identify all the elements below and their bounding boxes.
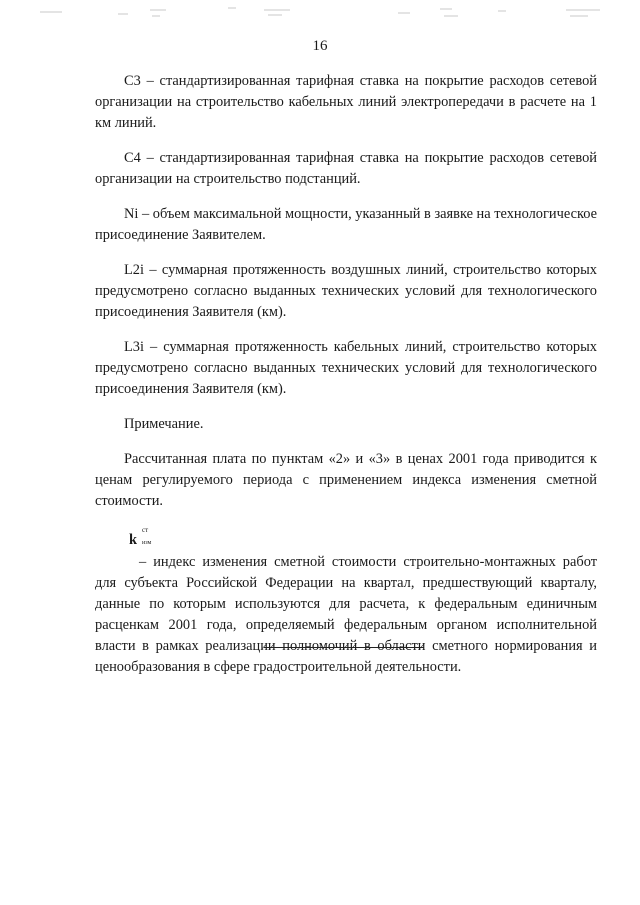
- index-subscript: изм: [142, 540, 152, 546]
- definition-c3: С3 – стандартизированная тарифная ставка на покрытие расходов сетевой организации на строительство кабельных линий электропередачи в расчете на 1 км линий.: [95, 73, 597, 131]
- index-letter: k: [129, 532, 138, 548]
- definition-l3i: L3i – суммарная протяженность кабельных линий, строительство которых предусмотрено согласно выданных технических условий для технологического присоединения Заявителя (км).: [95, 339, 597, 397]
- definition-l2i: L2i – суммарная протяженность воздушных линий, строительство которых предусмотрено согласно выданных технических условий для технологического присоединения Заявителя (км).: [95, 262, 597, 320]
- note-text: Рассчитанная плата по пунктам «2» и «3» в ценах 2001 года приводится к ценам регулируемого периода с применением индекса изменения сметной стоимости.: [95, 451, 597, 509]
- definition-c4: С4 – стандартизированная тарифная ставка на покрытие расходов сетевой организации на строительство подстанций.: [95, 150, 597, 187]
- index-definition: – индекс изменения сметной стоимости строительно-монтажных работ для субъекта Российской Федерации на квартал, предшествующий кварталу, данные по которым используются для расчета, к федеральным единичным расценкам 2001 года, определяемый федеральным органом исполнительной власти в рамках реализации полномочий в области сметного нормирования и ценообразования в сфере градостроительной деятельности.: [95, 554, 597, 675]
- scan-artifacts: [0, 4, 640, 24]
- end-divider: [264, 647, 424, 648]
- index-symbol: [95, 526, 597, 552]
- index-superscript: ст: [142, 526, 149, 534]
- page-number: 16: [312, 38, 328, 54]
- document-body: [95, 71, 597, 678]
- definition-ni: Ni – объем максимальной мощности, указанный в заявке на технологическое присоединение Заявителем.: [95, 206, 597, 243]
- note-heading: Примечание.: [124, 416, 204, 432]
